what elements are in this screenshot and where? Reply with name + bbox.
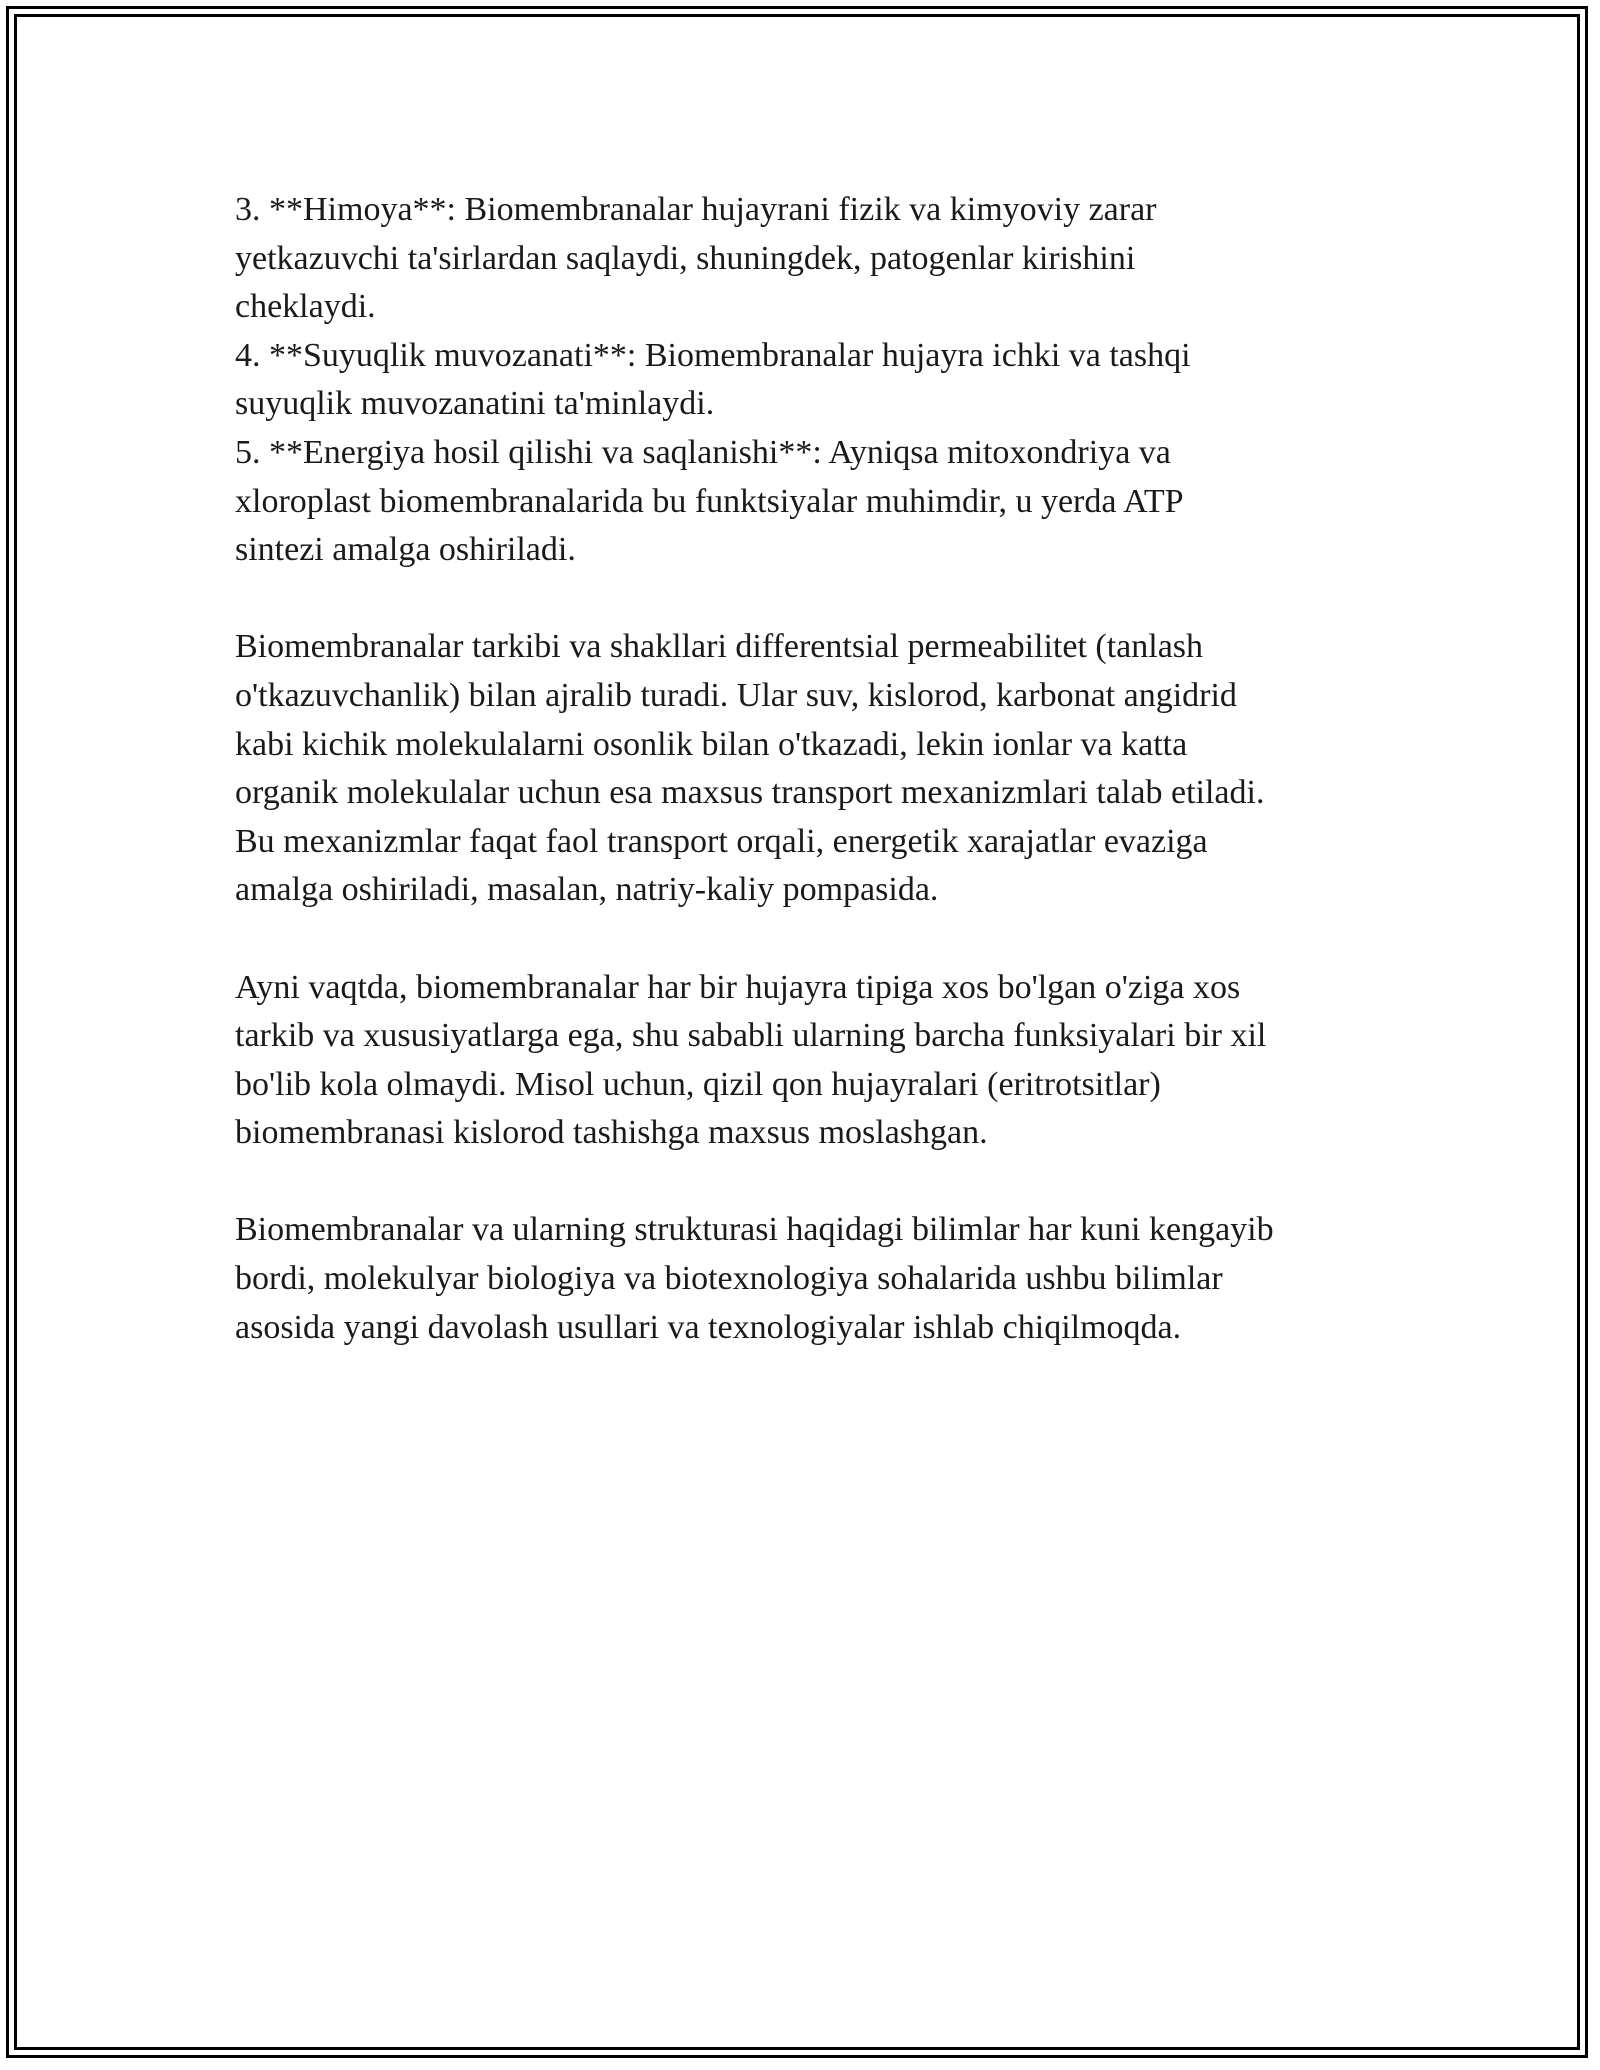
numbered-list	[235, 186, 1395, 575]
paragraph-knowledge	[235, 1206, 1395, 1352]
text-line: Bu mexanizmlar faqat faol transport orqali, energetik xarajatlar evaziga	[235, 822, 1208, 860]
text-line: 4. **Suyuqlik muvozanati**: Biomembranalar hujayra ichki va tashqi	[235, 336, 1191, 374]
text-line: yetkazuvchi ta'sirlardan saqlaydi, shuningdek, patogenlar kirishini	[235, 239, 1136, 277]
paragraph-gap	[235, 1158, 1395, 1207]
text-line: sintezi amalga oshiriladi.	[235, 531, 576, 569]
text-line: suyuqlik muvozanatini ta'minlaydi.	[235, 385, 715, 423]
text-line: o'tkazuvchanlik) bilan ajralib turadi. Ular suv, kislorod, karbonat angidrid	[235, 676, 1237, 714]
text-line: biomembranasi kislorod tashishga maxsus moslashgan.	[235, 1114, 988, 1152]
paragraph-cell-types	[235, 964, 1395, 1158]
text-line: tarkib va xususiyatlarga ega, shu sababli ularning barcha funksiyalari bir xil	[235, 1017, 1267, 1055]
text-line: Biomembranalar va ularning strukturasi haqidagi bilimlar har kuni kengayib	[235, 1211, 1274, 1249]
text-line: xloroplast biomembranalarida bu funktsiyalar muhimdir, u yerda ATP	[235, 482, 1184, 520]
document-body	[235, 186, 1395, 1352]
text-line: 3. **Himoya**: Biomembranalar hujayrani fizik va kimyoviy zarar	[235, 191, 1157, 228]
list-item-4	[235, 332, 1395, 429]
text-line: organik molekulalar uchun esa maxsus transport mexanizmlari talab etiladi.	[235, 774, 1265, 812]
text-line: bordi, molekulyar biologiya va biotexnologiya sohalarida ushbu bilimlar	[235, 1260, 1223, 1298]
text-line: asosida yangi davolash usullari va texnologiyalar ishlab chiqilmoqda.	[235, 1308, 1182, 1346]
paragraph-permeability	[235, 623, 1395, 915]
text-line: amalga oshiriladi, masalan, natriy-kaliy pompasida.	[235, 871, 939, 909]
text-line: kabi kichik molekulalarni osonlik bilan o'tkazadi, lekin ionlar va katta	[235, 725, 1188, 763]
text-line: bo'lib kola olmaydi. Misol uchun, qizil qon hujayralari (eritrotsitlar)	[235, 1065, 1161, 1103]
text-line: Ayni vaqtda, biomembranalar har bir hujayra tipiga xos bo'lgan o'ziga xos	[235, 968, 1241, 1006]
text-line: cheklaydi.	[235, 288, 376, 326]
paragraph-gap	[235, 915, 1395, 964]
list-item-5	[235, 429, 1395, 575]
text-line: Biomembranalar tarkibi va shakllari differentsial permeabilitet (tanlash	[235, 628, 1204, 666]
paragraph-gap	[235, 575, 1395, 624]
text-line: 5. **Energiya hosil qilishi va saqlanishi**: Ayniqsa mitoxondriya va	[235, 433, 1171, 471]
list-item-3	[235, 186, 1395, 332]
